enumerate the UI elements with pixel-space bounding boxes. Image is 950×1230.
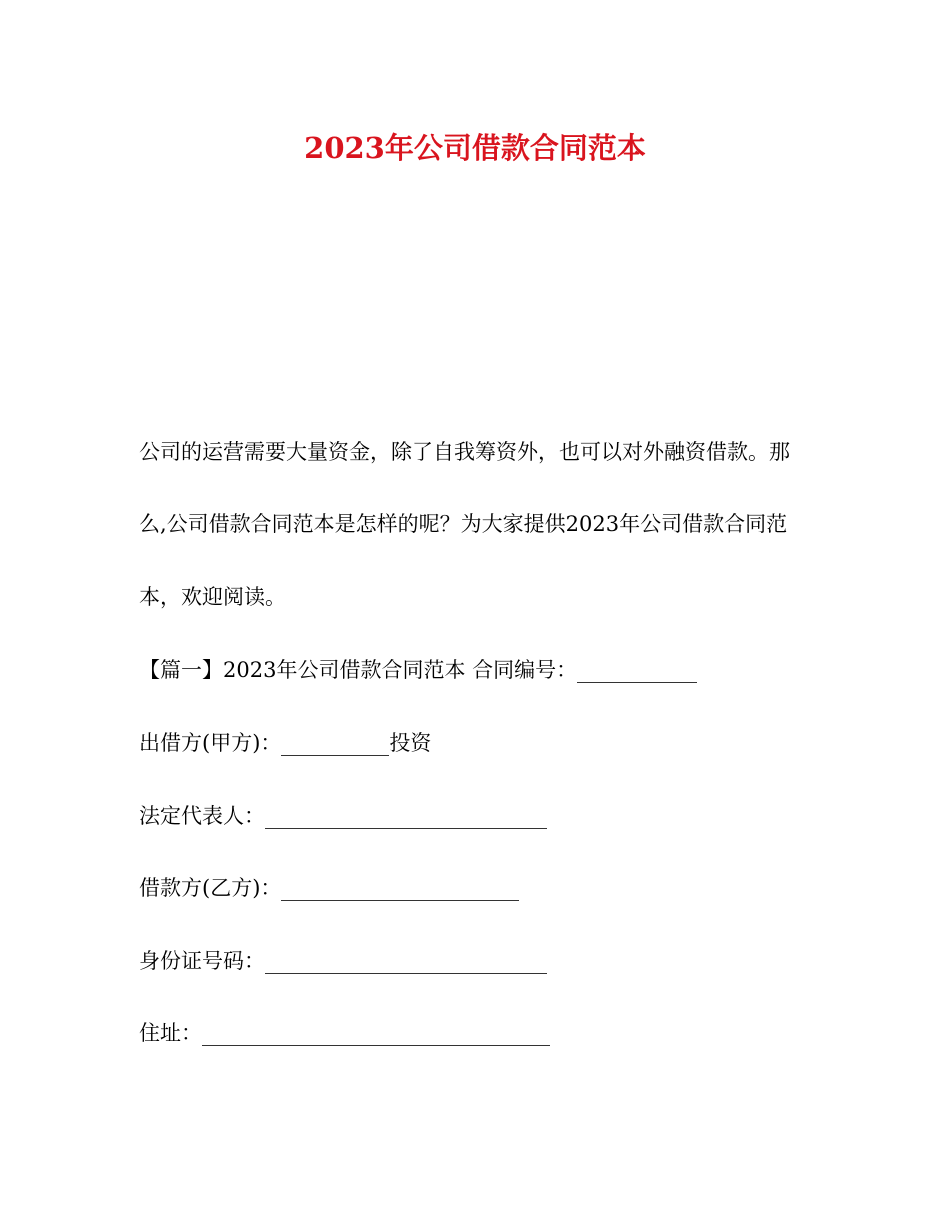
contract-number-row [139,655,697,685]
lender-row [139,728,431,758]
legal-rep-row [139,801,547,831]
id-number-label: 身份证号码： [139,949,265,973]
borrower-row [139,873,519,903]
section-heading: 【篇一】2023年公司借款合同范本 合同编号： [139,658,578,682]
lender-label: 出借方(甲方)： [139,731,282,755]
address-label: 住址： [139,1021,202,1045]
legal-rep-blank [265,806,547,829]
intro-line-3: 本，欢迎阅读。 [139,585,286,609]
legal-rep-label: 法定代表人： [139,804,265,828]
id-number-row [139,946,547,976]
address-row [139,1018,550,1048]
borrower-label: 借款方(乙方)： [139,876,282,900]
intro-line-2: 么,公司借款合同范本是怎样的呢？为大家提供2023年公司借款合同范 [139,512,788,536]
address-blank [202,1023,550,1046]
intro-line-1: 公司的运营需要大量资金，除了自我筹资外，也可以对外融资借款。那 [139,440,790,464]
id-number-blank [265,951,547,974]
contract-number-blank [577,660,697,683]
borrower-blank [281,878,519,901]
lender-suffix: 投资 [389,731,432,755]
document-title: 2023年公司借款合同范本 [304,131,646,165]
lender-blank [281,733,389,756]
